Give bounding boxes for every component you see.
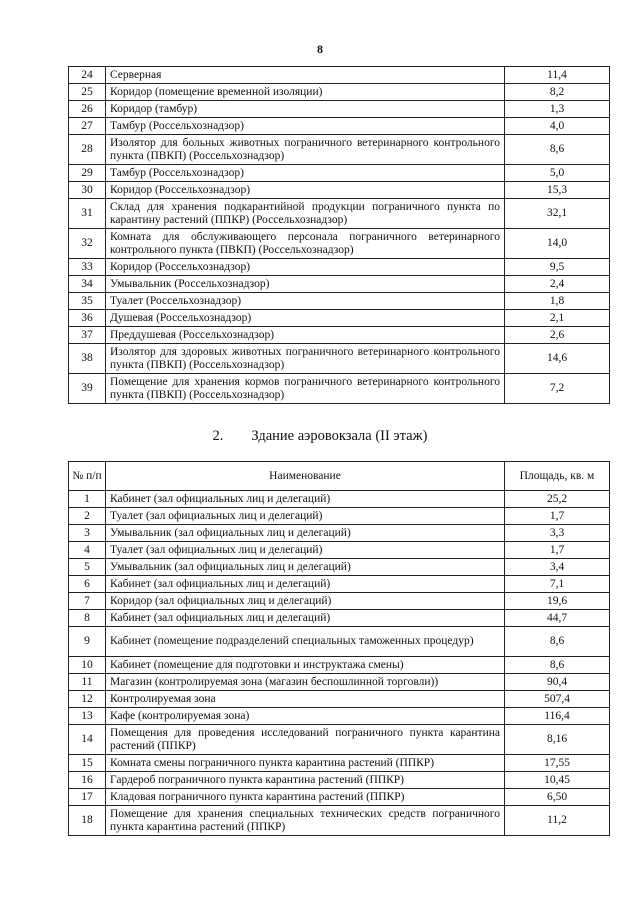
room-name: Серверная: [106, 67, 505, 84]
row-number: 9: [69, 627, 106, 657]
room-area: 32,1: [505, 199, 610, 229]
room-area: 11,4: [505, 67, 610, 84]
row-number: 28: [69, 135, 106, 165]
table-row: [69, 327, 610, 344]
room-area: 25,2: [505, 491, 610, 508]
section-title: Здание аэровокзала (II этаж): [251, 428, 428, 444]
table-row: [69, 259, 610, 276]
room-name: Тамбур (Россельхознадзор): [106, 118, 505, 135]
table-row: [69, 118, 610, 135]
table-row: [69, 806, 610, 836]
room-name: Туалет (Россельхознадзор): [106, 293, 505, 310]
row-number: 17: [69, 789, 106, 806]
row-number: 39: [69, 374, 106, 404]
table-row: [69, 691, 610, 708]
room-name: Магазин (контролируемая зона (магазин беспошлинной торговли)): [106, 674, 505, 691]
room-area: 1,7: [505, 542, 610, 559]
room-name: Коридор (Россельхознадзор): [106, 182, 505, 199]
row-number: 12: [69, 691, 106, 708]
header-area: Площадь, кв. м: [505, 462, 610, 491]
room-area: 8,16: [505, 725, 610, 755]
table-row: [69, 374, 610, 404]
room-name: Душевая (Россельхознадзор): [106, 310, 505, 327]
room-name: Помещение для хранения кормов пограничного ветеринарного контрольного пункта (ПВКП) (Россельхознадзор): [106, 374, 505, 404]
room-name: Комната смены пограничного пункта карантина растений (ППКР): [106, 755, 505, 772]
row-number: 18: [69, 806, 106, 836]
room-area: 2,6: [505, 327, 610, 344]
room-area: 1,3: [505, 101, 610, 118]
room-area: 19,6: [505, 593, 610, 610]
row-number: 2: [69, 508, 106, 525]
room-area: 8,2: [505, 84, 610, 101]
room-area: 6,50: [505, 789, 610, 806]
table-row: [69, 657, 610, 674]
room-area: 11,2: [505, 806, 610, 836]
table-row: [69, 525, 610, 542]
row-number: 31: [69, 199, 106, 229]
room-area: 9,5: [505, 259, 610, 276]
header-name: Наименование: [106, 462, 505, 491]
table-row: [69, 229, 610, 259]
room-name: Кладовая пограничного пункта карантина растений (ППКР): [106, 789, 505, 806]
room-name: Помещения для проведения исследований пограничного пункта карантина растений (ППКР): [106, 725, 505, 755]
room-name: Коридор (зал официальных лиц и делегаций): [106, 593, 505, 610]
row-number: 26: [69, 101, 106, 118]
row-number: 10: [69, 657, 106, 674]
row-number: 32: [69, 229, 106, 259]
room-area: 7,2: [505, 374, 610, 404]
room-area: 8,6: [505, 627, 610, 657]
row-number: 8: [69, 610, 106, 627]
room-area: 3,4: [505, 559, 610, 576]
room-name: Умывальник (Россельхознадзор): [106, 276, 505, 293]
row-number: 14: [69, 725, 106, 755]
table-row: [69, 135, 610, 165]
table-row: [69, 542, 610, 559]
room-name: Кабинет (помещение для подготовки и инструктажа смены): [106, 657, 505, 674]
room-name: Помещение для хранения специальных технических средств пограничного пункта карантина растений (ППКР): [106, 806, 505, 836]
table-row: [69, 182, 610, 199]
room-name: Коридор (Россельхознадзор): [106, 259, 505, 276]
room-name: Коридор (тамбур): [106, 101, 505, 118]
table-row: [69, 725, 610, 755]
row-number: 6: [69, 576, 106, 593]
room-area: 116,4: [505, 708, 610, 725]
row-number: 13: [69, 708, 106, 725]
room-name: Тамбур (Россельхознадзор): [106, 165, 505, 182]
row-number: 3: [69, 525, 106, 542]
room-area: 14,0: [505, 229, 610, 259]
room-name: Туалет (зал официальных лиц и делегаций): [106, 508, 505, 525]
room-name: Изолятор для здоровых животных пограничного ветеринарного контрольного пункта (ПВКП) (Россельхознадзор): [106, 344, 505, 374]
room-area: 507,4: [505, 691, 610, 708]
table-row: [69, 199, 610, 229]
table-row: [69, 593, 610, 610]
table-row: [69, 67, 610, 84]
row-number: 25: [69, 84, 106, 101]
room-name: Кафе (контролируемая зона): [106, 708, 505, 725]
table-row: [69, 491, 610, 508]
row-number: 5: [69, 559, 106, 576]
room-area: 5,0: [505, 165, 610, 182]
table-row: [69, 276, 610, 293]
room-area: 8,6: [505, 657, 610, 674]
room-name: Туалет (зал официальных лиц и делегаций): [106, 542, 505, 559]
table-row: [69, 576, 610, 593]
row-number: 35: [69, 293, 106, 310]
room-area: 2,4: [505, 276, 610, 293]
table-row: [69, 755, 610, 772]
room-area: 4,0: [505, 118, 610, 135]
row-number: 38: [69, 344, 106, 374]
room-area: 14,6: [505, 344, 610, 374]
row-number: 11: [69, 674, 106, 691]
table-row: [69, 674, 610, 691]
room-name: Изолятор для больных животных пограничного ветеринарного контрольного пункта (ПВКП) (Россельхознадзор): [106, 135, 505, 165]
header-number: [69, 462, 106, 491]
row-number: 4: [69, 542, 106, 559]
table-row: [69, 708, 610, 725]
room-name: Умывальник (зал официальных лиц и делегаций): [106, 559, 505, 576]
room-name: Склад для хранения подкарантийной продукции пограничного пункта по карантину растений (ППКР) (Россельхознадзор): [106, 199, 505, 229]
table-row: [69, 293, 610, 310]
room-area: 90,4: [505, 674, 610, 691]
row-number: 1: [69, 491, 106, 508]
room-area: 7,1: [505, 576, 610, 593]
section-heading: [0, 428, 640, 445]
rooms-table-second-floor: [68, 461, 610, 836]
table-row: [69, 508, 610, 525]
room-name: Кабинет (зал официальных лиц и делегаций): [106, 491, 505, 508]
room-area: 1,8: [505, 293, 610, 310]
room-area: 3,3: [505, 525, 610, 542]
table-row: [69, 772, 610, 789]
table-row: [69, 84, 610, 101]
table-row: [69, 344, 610, 374]
table-row: [69, 559, 610, 576]
table-header-row: [69, 462, 610, 491]
table-row: [69, 101, 610, 118]
room-name: Умывальник (зал официальных лиц и делегаций): [106, 525, 505, 542]
table-row: [69, 627, 610, 657]
room-name: Кабинет (зал официальных лиц и делегаций): [106, 576, 505, 593]
table-row: [69, 610, 610, 627]
room-area: 44,7: [505, 610, 610, 627]
row-number: 27: [69, 118, 106, 135]
room-area: 17,55: [505, 755, 610, 772]
room-name: Преддушевая (Россельхознадзор): [106, 327, 505, 344]
room-name: Комната для обслуживающего персонала пограничного ветеринарного контрольного пункта (ПВКП) (Россельхознадзор): [106, 229, 505, 259]
row-number: 37: [69, 327, 106, 344]
room-name: Кабинет (помещение подразделений специальных таможенных процедур): [106, 627, 505, 657]
table-row: [69, 789, 610, 806]
row-number: 16: [69, 772, 106, 789]
table-row: [69, 310, 610, 327]
room-name: Контролируемая зона: [106, 691, 505, 708]
row-number: 15: [69, 755, 106, 772]
header-number-label: № п/п: [72, 469, 102, 482]
page-number: 8: [317, 42, 323, 56]
room-area: 2,1: [505, 310, 610, 327]
rooms-table-continued: [68, 66, 610, 404]
row-number: 29: [69, 165, 106, 182]
row-number: 24: [69, 67, 106, 84]
room-area: 1,7: [505, 508, 610, 525]
row-number: 34: [69, 276, 106, 293]
room-name: Кабинет (зал официальных лиц и делегаций): [106, 610, 505, 627]
table-row: [69, 165, 610, 182]
room-area: 10,45: [505, 772, 610, 789]
section-number: 2.: [212, 428, 224, 444]
row-number: 30: [69, 182, 106, 199]
room-name: Гардероб пограничного пункта карантина растений (ППКР): [106, 772, 505, 789]
row-number: 7: [69, 593, 106, 610]
row-number: 36: [69, 310, 106, 327]
room-area: 8,6: [505, 135, 610, 165]
room-name: Коридор (помещение временной изоляции): [106, 84, 505, 101]
row-number: 33: [69, 259, 106, 276]
room-area: 15,3: [505, 182, 610, 199]
